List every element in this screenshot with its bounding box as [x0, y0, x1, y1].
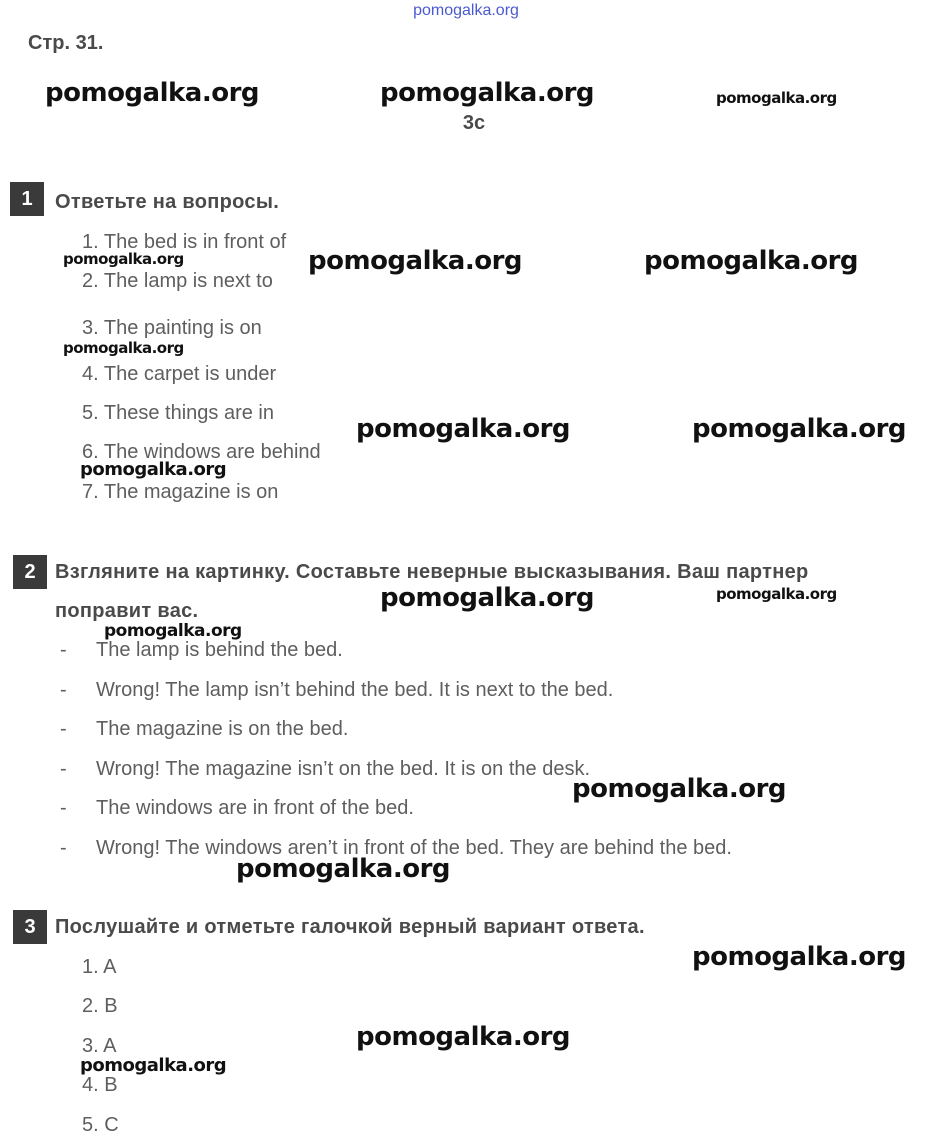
watermark: pomogalka.org [45, 78, 260, 108]
exercise-1-item: 6. The windows are behind [82, 441, 321, 463]
site-link[interactable]: pomogalka.org [413, 2, 519, 19]
watermark: pomogalka.org [63, 250, 184, 268]
watermark: pomogalka.org [692, 414, 907, 444]
watermark: pomogalka.org [356, 1022, 571, 1052]
watermark: pomogalka.org [80, 459, 227, 480]
watermark: pomogalka.org [236, 854, 451, 884]
answer-item: 1. A [82, 956, 117, 978]
watermark: pomogalka.org [716, 89, 837, 107]
dialogue-bullet: - [60, 758, 67, 780]
watermark: pomogalka.org [308, 246, 523, 276]
exercise-2-badge: 2 [13, 555, 47, 589]
dialogue-line: Wrong! The windows aren’t in front of the bed. They are behind the bed. [96, 837, 732, 859]
dialogue-bullet: - [60, 837, 67, 859]
watermark: pomogalka.org [716, 585, 837, 603]
exercise-1-item: 1. The bed is in front of [82, 231, 287, 253]
dialogue-bullet: - [60, 679, 67, 701]
dialogue-bullet: - [60, 797, 67, 819]
page-label: Стр. 31. [28, 32, 104, 54]
watermark: pomogalka.org [692, 942, 907, 972]
watermark: pomogalka.org [644, 246, 859, 276]
watermark: pomogalka.org [63, 339, 184, 357]
exercise-1-item: 3. The painting is on [82, 317, 262, 339]
dialogue-line: The lamp is behind the bed. [96, 639, 343, 661]
watermark: pomogalka.org [356, 414, 571, 444]
watermark: pomogalka.org [380, 583, 595, 613]
exercise-1-title: Ответьте на вопросы. [55, 191, 280, 213]
exercise-1-item: 5. These things are in [82, 402, 274, 424]
watermark: pomogalka.org [572, 774, 787, 804]
answer-item: 2. B [82, 995, 118, 1017]
exercise-2-title-line-1: Взгляните на картинку. Составьте неверные высказывания. Ваш партнер [55, 561, 809, 583]
dialogue-line: Wrong! The lamp isn’t behind the bed. It is next to the bed. [96, 679, 614, 701]
exercise-2-title-line-2: поправит вас. [55, 600, 199, 622]
answer-item: 3. A [82, 1035, 117, 1057]
exercise-1-badge: 1 [10, 182, 44, 216]
dialogue-line: Wrong! The magazine isn’t on the bed. It is on the desk. [96, 758, 590, 780]
dialogue-bullet: - [60, 639, 67, 661]
exercise-1-item: 4. The carpet is under [82, 363, 277, 385]
dialogue-line: The windows are in front of the bed. [96, 797, 414, 819]
answer-item: 5. C [82, 1114, 119, 1136]
watermark: pomogalka.org [380, 78, 595, 108]
dialogue-line: The magazine is on the bed. [96, 718, 349, 740]
exercise-1-item: 2. The lamp is next to [82, 270, 273, 292]
dialogue-bullet: - [60, 718, 67, 740]
watermark: pomogalka.org [80, 1055, 227, 1076]
section-code: 3c [462, 112, 486, 134]
exercise-3-title: Послушайте и отметьте галочкой верный вариант ответа. [55, 916, 645, 938]
answer-item: 4. B [82, 1074, 118, 1096]
exercise-3-badge: 3 [13, 910, 47, 944]
exercise-1-item: 7. The magazine is on [82, 481, 279, 503]
watermark: pomogalka.org [104, 621, 242, 641]
